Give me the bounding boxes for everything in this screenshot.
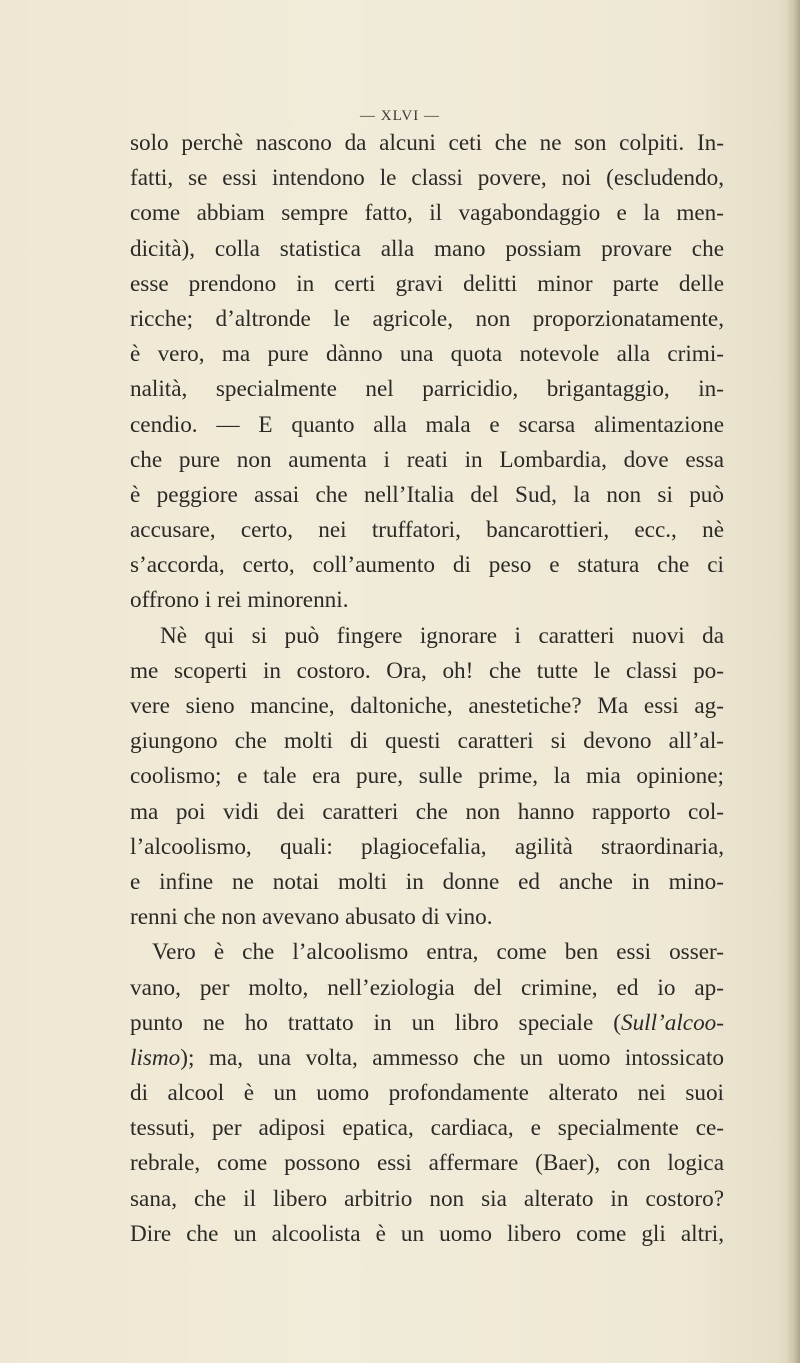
text-line-20: ma poi vidi dei caratteri che non hanno rapporto col- bbox=[130, 798, 724, 825]
text-line-28: di alcool è un uomo profondamente alterato nei suoi bbox=[130, 1080, 724, 1107]
text-line-10: che pure non aumenta i reati in Lombardia, dove essa bbox=[130, 446, 724, 473]
text-line-22: e infine ne notai molti in donne ed anche in mino- bbox=[130, 868, 724, 895]
text-line-26-roman: punto ne ho trattato in un libro speciale bbox=[130, 1009, 614, 1036]
page-edge-shadow bbox=[786, 0, 800, 1363]
text-line-26-paren: ( bbox=[613, 1009, 621, 1036]
text-line-25: vano, per molto, nell’eziologia del crimine, ed io ap- bbox=[130, 974, 724, 1001]
text-line-31: sana, che il libero arbitrio non sia alterato in costoro? bbox=[130, 1185, 724, 1212]
text-line-11: è peggiore assai che nell’Italia del Sud, la non si può bbox=[130, 481, 724, 508]
text-line-19: coolismo; e tale era pure, sulle prime, la mia opinione; bbox=[130, 763, 724, 790]
text-line-18: giungono che molti di questi caratteri si devono all’al- bbox=[130, 728, 724, 755]
text-line-30: rebrale, come possono essi affermare (Baer), con logica bbox=[130, 1150, 724, 1177]
text-line-17: vere sieno mancine, daltoniche, anestetiche? Ma essi ag- bbox=[130, 693, 724, 719]
text-line-27-italic: lismo bbox=[130, 1044, 181, 1071]
text-line-16: me scoperti in costoro. Ora, oh! che tutte le classi po- bbox=[130, 657, 724, 684]
text-line-26 bbox=[130, 1006, 724, 1041]
text-line-32: Dire che un alcoolista è un uomo libero come gli altri, bbox=[130, 1220, 724, 1247]
text-line-9: cendio. — E quanto alla mala e scarsa alimentazione bbox=[130, 411, 724, 438]
body-text bbox=[130, 126, 724, 1252]
text-line-12: accusare, certo, nei truffatori, bancarottieri, ecc., nè bbox=[130, 517, 724, 544]
text-line-27 bbox=[130, 1041, 724, 1076]
text-line-14: offrono i rei minorenni. bbox=[130, 587, 349, 614]
text-line-2: fatti, se essi intendono le classi povere, noi (escludendo, bbox=[130, 165, 724, 192]
text-line-1: solo perchè nascono da alcuni ceti che ne son colpiti. In- bbox=[130, 130, 724, 156]
text-line-29: tessuti, per adiposi epatica, cardiaca, e specialmente ce- bbox=[130, 1115, 724, 1142]
text-line-13: s’accorda, certo, coll’aumento di peso e statura che ci bbox=[130, 552, 724, 579]
text-line-3: come abbiam sempre fatto, il vagabondaggio e la men- bbox=[130, 200, 724, 227]
text-line-15: Nè qui si può fingere ignorare i caratteri nuovi da bbox=[160, 622, 724, 649]
text-line-6: ricche; d’altronde le agricole, non proporzionatamente, bbox=[130, 305, 724, 332]
running-head: — XLVI — bbox=[360, 108, 440, 124]
text-line-5: esse prendono in certi gravi delitti minor parte delle bbox=[130, 270, 724, 297]
text-line-4: dicità), colla statistica alla mano possiam provare che bbox=[130, 235, 724, 262]
text-line-27-roman: ); ma, una volta, ammesso che un uomo intossicato bbox=[180, 1044, 724, 1071]
text-line-21: l’alcoolismo, quali: plagiocefalia, agilità straordinaria, bbox=[130, 833, 724, 860]
text-line-26-italic: Sull’alcoo- bbox=[620, 1009, 724, 1036]
text-line-7: è vero, ma pure dànno una quota notevole alla crimi- bbox=[130, 341, 724, 368]
text-line-8: nalità, specialmente nel parricidio, brigantaggio, in- bbox=[130, 376, 724, 403]
text-line-23: renni che non avevano abusato di vino. bbox=[130, 904, 493, 931]
text-line-24: Vero è che l’alcoolismo entra, come ben essi osser- bbox=[152, 939, 724, 966]
